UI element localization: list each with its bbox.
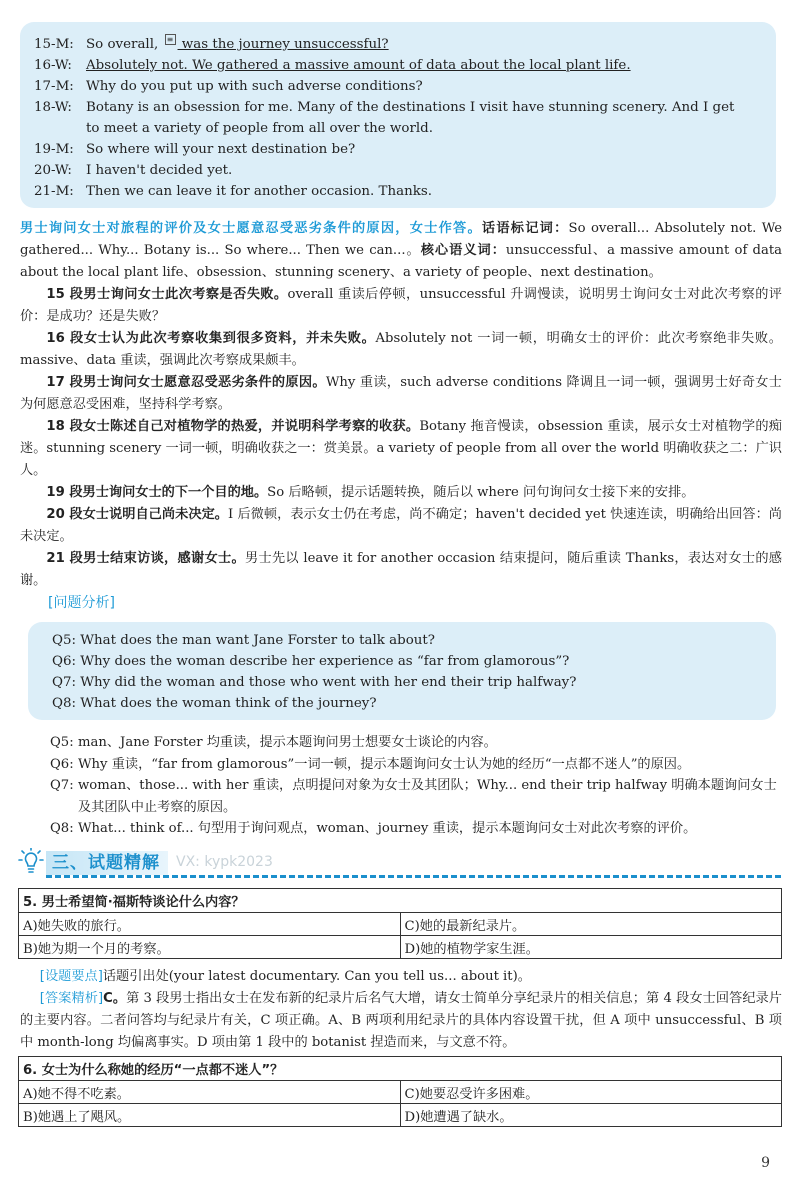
speaker-label: 21-M: bbox=[34, 184, 74, 199]
segment-paragraph bbox=[20, 284, 782, 328]
speaker-label: 17-M: bbox=[34, 79, 74, 94]
markers-label: 话语标记词： bbox=[481, 221, 569, 236]
segment-paragraph bbox=[20, 548, 782, 592]
dialogue-line bbox=[34, 34, 776, 55]
segment-text: overall 重读后停顿，unsuccessful 升调慢读，说明男士询问女士对此次考察的评价：是成功？还是失败？ bbox=[20, 287, 782, 324]
dialogue-text: Then we can leave it for another occasion. Thanks. bbox=[86, 184, 432, 199]
key-point-label: [设题要点] bbox=[39, 969, 103, 984]
question-line: Q6: Why does the woman describe her experience as “far from glamorous”? bbox=[52, 654, 570, 669]
segment-paragraph bbox=[20, 504, 782, 548]
question-line: Q5: What does the man want Jane Forster to talk about? bbox=[52, 633, 435, 648]
question-note bbox=[50, 775, 782, 818]
speaker-label: 20-W: bbox=[34, 163, 72, 178]
question-note-text: Why 重读，“far from glamorous”一词一顿，提示本题询问女士认为她的经历“一点都不迷人”的原因。 bbox=[78, 756, 691, 772]
pause-marker-icon: ≡ bbox=[165, 34, 176, 45]
dialogue-text: to meet a variety of people from all over the world. bbox=[86, 121, 433, 136]
question-line: Q7: Why did the woman and those who went with her end their trip halfway? bbox=[52, 675, 577, 690]
dialogue-text: was the journey unsuccessful? bbox=[177, 37, 389, 52]
lightbulb-icon bbox=[18, 848, 46, 876]
segment-heading: 20 段女士说明自己尚未决定。 bbox=[46, 507, 229, 522]
dialogue-text: Botany is an obsession for me. Many of the destinations I visit have stunning scenery. And I get bbox=[86, 100, 735, 115]
option-b: B)她遇上了飓风。 bbox=[19, 1104, 401, 1127]
speaker-label bbox=[34, 118, 86, 139]
segment-heading: 15 段男士询问女士此次考察是否失败。 bbox=[46, 287, 288, 302]
markers-text: So overall... Absolutely not. We gathered... Why... Botany is... So where... Then we can...。 bbox=[20, 221, 782, 258]
key-point-paragraph bbox=[20, 966, 782, 988]
segment-heading: 17 段男士询问女士愿意忍受恶劣条件的原因。 bbox=[46, 375, 326, 390]
segment-paragraph bbox=[20, 416, 782, 482]
question-note bbox=[50, 754, 782, 776]
dialogue-line bbox=[34, 181, 776, 202]
question-key: Q7: bbox=[50, 778, 74, 793]
segment-text: Why 重读，such adverse conditions 降调且一词一顿，强调男士好奇女士为何愿意忍受困难，坚持科学考察。 bbox=[20, 375, 782, 412]
dialogue-line bbox=[34, 139, 776, 160]
questions-box bbox=[28, 622, 776, 720]
option-d: D)她遭遇了缺水。 bbox=[400, 1104, 782, 1127]
option-d: D)她的植物学家生涯。 bbox=[400, 936, 782, 959]
question-note bbox=[50, 732, 782, 754]
option-b: B)她为期一个月的考察。 bbox=[19, 936, 401, 959]
option-c: C)她的最新纪录片。 bbox=[400, 913, 782, 936]
speaker-label: 18-W: bbox=[34, 100, 72, 115]
segment-heading: 21 段男士结束访谈，感谢女士。 bbox=[46, 551, 245, 566]
segment-heading: 16 段女士认为此次考察收集到很多资料，并未失败。 bbox=[46, 331, 376, 346]
dialogue-text: So where will your next destination be? bbox=[86, 142, 356, 157]
dialogue-text: So overall, bbox=[86, 37, 159, 52]
segment-heading: 19 段男士询问女士的下一个目的地。 bbox=[46, 485, 268, 500]
question-5-table bbox=[18, 888, 782, 959]
question-key: Q6: bbox=[50, 756, 74, 772]
answer-label: [答案精析] bbox=[39, 991, 104, 1006]
question-6-table bbox=[18, 1056, 782, 1127]
question-note-text: man、Jane Forster 均重读，提示本题询问男士想要女士谈论的内容。 bbox=[78, 735, 497, 750]
segment-text: I 后微顿，表示女士仍在考虑，尚不确定；haven't decided yet 快速连读，明确给出回答：尚未决定。 bbox=[20, 507, 782, 544]
question-title: 5. 男士希望简·福斯特谈论什么内容？ bbox=[19, 889, 782, 913]
question-line: Q8: What does the woman think of the journey? bbox=[52, 696, 377, 711]
core-words-label: 核心语义词： bbox=[420, 243, 506, 258]
answer-text: 第 3 段男士指出女士在发布新的纪录片后名气大增，请女士简单分享纪录片的相关信息；第 4 段女士回答纪录片的主要内容。二者问答均与纪录片有关，C 项正确。A、B 两项利用纪录片的具体内容设置干扰，但 A 项中 unsuccessful、B 项中 month-long 均偏离事实。D 项由第 1 段中的 botanist 捏造而来，与文意不符。 bbox=[20, 991, 782, 1050]
option-a: A)她失败的旅行。 bbox=[19, 913, 401, 936]
option-c: C)她要忍受许多困难。 bbox=[400, 1081, 782, 1104]
segment-paragraph bbox=[20, 372, 782, 416]
question-note-text: What... think of... 句型用于询问观点，woman、journey 重读，提示本题询问女士对此次考察的评价。 bbox=[78, 821, 697, 836]
section-three-header bbox=[18, 848, 782, 878]
dialogue-box bbox=[20, 22, 776, 208]
segment-text: 男士先以 leave it for another occasion 结束提问，随后重读 Thanks，表达对女士的感谢。 bbox=[20, 551, 782, 588]
core-words-text: unsuccessful、a massive amount of data about the local plant life、obsession、stunning scenery、a variety of people、next destination。 bbox=[20, 243, 783, 280]
question-key: Q5: bbox=[50, 735, 74, 750]
segment-heading: 18 段女士陈述自己对植物学的热爱，并说明科学考察的收获。 bbox=[46, 419, 420, 434]
segment-text: So 后略顿，提示话题转换，随后以 where 问句询问女士接下来的安排。 bbox=[267, 485, 695, 500]
section-divider bbox=[46, 875, 782, 878]
segment-paragraph bbox=[20, 482, 782, 504]
question-analysis-label: [问题分析] bbox=[48, 595, 115, 611]
question-title: 6. 女士为什么称她的经历“一点都不迷人”？ bbox=[19, 1057, 782, 1081]
intro-paragraph bbox=[20, 218, 782, 284]
question-note-text: woman、those... with her 重读，点明提问对象为女士及其团队；Why... end their trip halfway 明确本题询问女士及其团队中止考察的原因。 bbox=[78, 778, 777, 815]
segment-analysis bbox=[20, 218, 782, 614]
option-a: A)她不得不吃素。 bbox=[19, 1081, 401, 1104]
segment-text: Botany 拖音慢读，obsession 重读，展示女士对植物学的痴迷。stunning scenery 一词一顿，明确收获之一：赏美景。a variety of people from all over the world 明确收获之二：广识人。 bbox=[20, 419, 782, 478]
answer-letter: C。 bbox=[103, 991, 127, 1006]
dialogue-text: Absolutely not. We gathered a massive amount of data about the local plant life. bbox=[86, 58, 631, 73]
dialogue-line bbox=[34, 160, 776, 181]
intro-heading: 男士询问女士对旅程的评价及女士愿意忍受恶劣条件的原因，女士作答。 bbox=[20, 221, 482, 236]
question-5-notes bbox=[20, 966, 782, 1054]
question-note bbox=[50, 818, 782, 840]
watermark-text: VX: kypk2023 bbox=[176, 854, 273, 870]
page-number: 9 bbox=[761, 1155, 770, 1171]
speaker-label: 15-M: bbox=[34, 37, 74, 52]
dialogue-text: Why do you put up with such adverse conditions? bbox=[86, 79, 423, 94]
question-notes bbox=[50, 732, 782, 840]
dialogue-text: I haven't decided yet. bbox=[86, 163, 233, 178]
speaker-label: 16-W: bbox=[34, 58, 72, 73]
section-title: 三、试题精解 bbox=[46, 851, 168, 875]
segment-text: Absolutely not 一词一顿，明确女士的评价：此次考察绝非失败。massive、data 重读，强调此次考察成果颇丰。 bbox=[20, 331, 782, 368]
dialogue-line bbox=[34, 118, 776, 139]
dialogue-line bbox=[34, 55, 776, 76]
question-key: Q8: bbox=[50, 821, 74, 836]
segment-paragraph bbox=[20, 328, 782, 372]
key-point-text: 话题引出处(your latest documentary. Can you tell us... about it)。 bbox=[102, 969, 531, 984]
dialogue-line bbox=[34, 76, 776, 97]
answer-paragraph bbox=[20, 988, 782, 1054]
speaker-label: 19-M: bbox=[34, 142, 74, 157]
dialogue-line bbox=[34, 97, 776, 118]
